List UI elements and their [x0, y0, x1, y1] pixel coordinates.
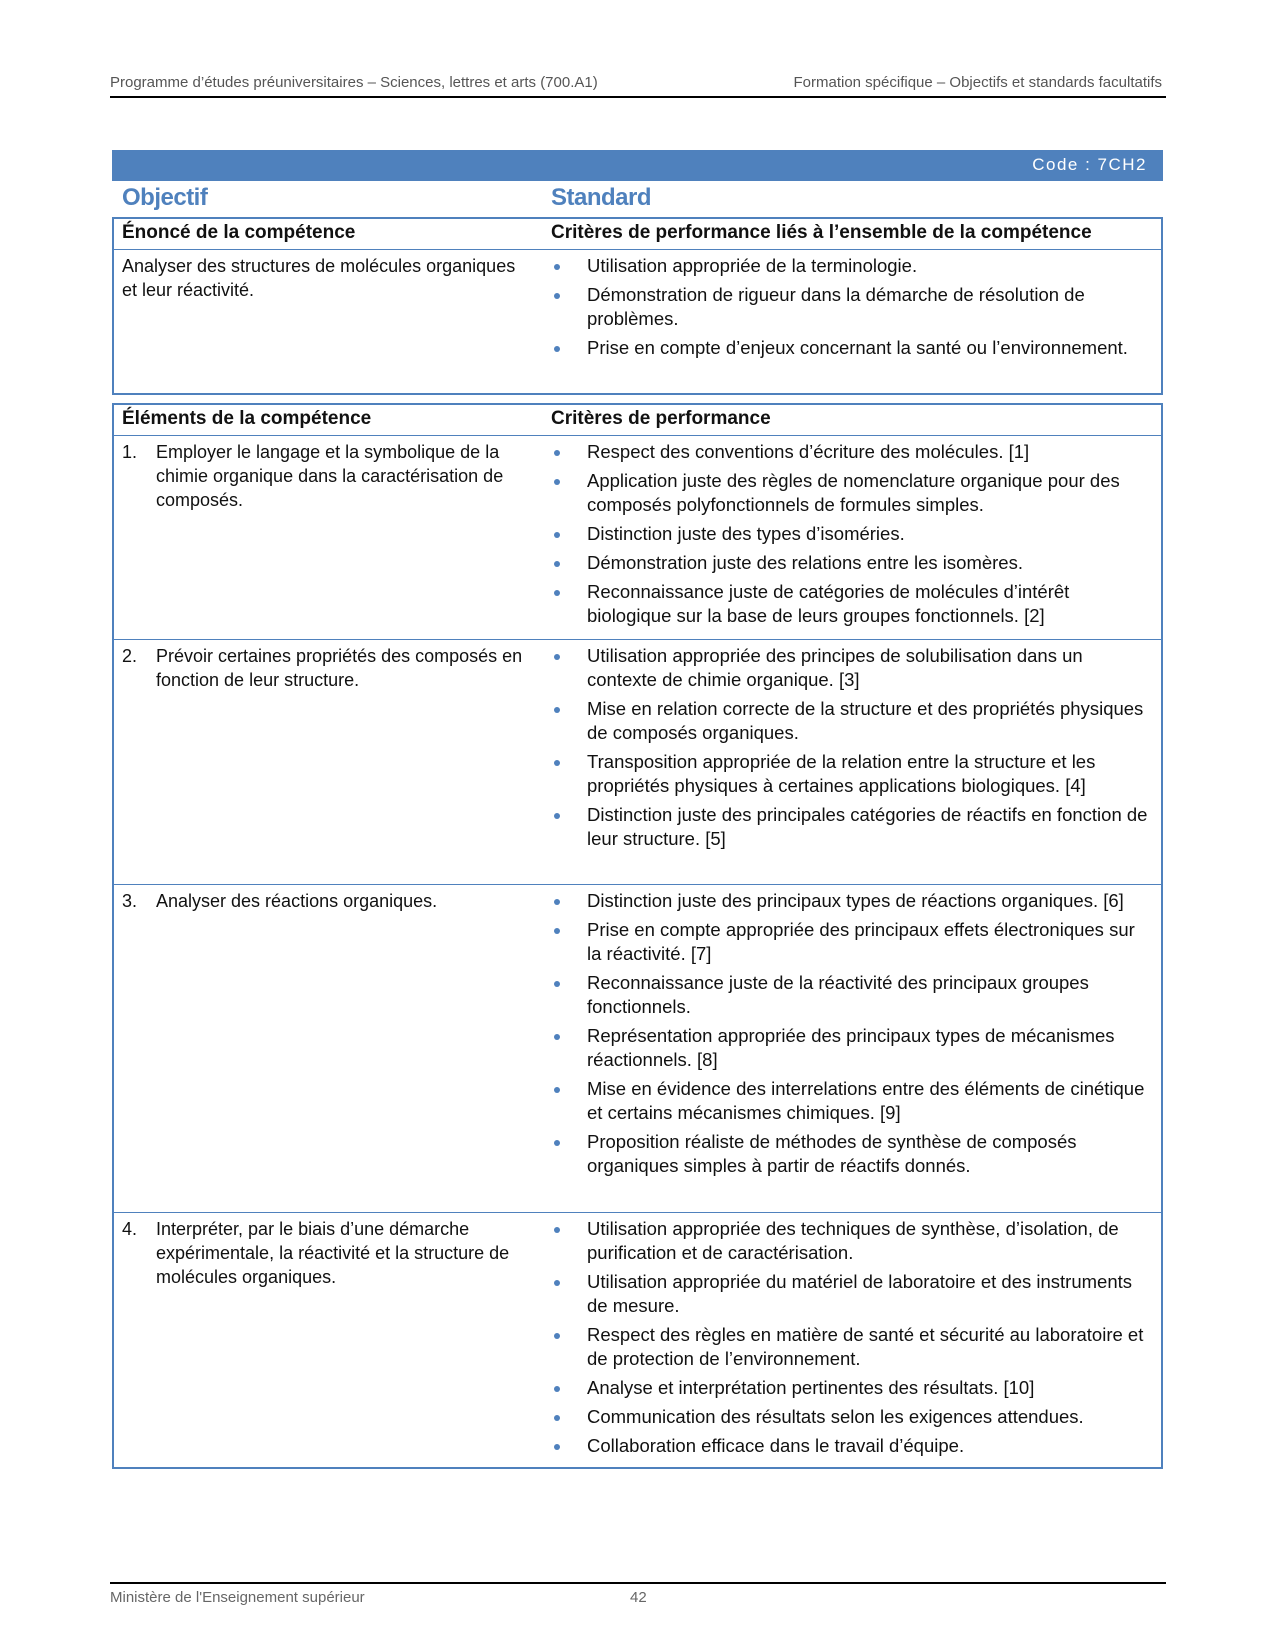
list-item: Collaboration efficace dans le travail d’équipe.: [551, 1434, 1151, 1458]
list-item: Utilisation appropriée des principes de solubilisation dans un contexte de chimie organique. [3]: [551, 644, 1151, 692]
list-item: Reconnaissance juste de catégories de molécules d’intérêt biologique sur la base de leurs groupes fonctionnels. [2]: [551, 580, 1151, 628]
element-number: 1.: [122, 442, 138, 462]
element-text: Interpréter, par le biais d’une démarche expérimentale, la réactivité et la structure de molécules organiques.: [156, 1219, 510, 1287]
bullet-icon: [554, 928, 560, 934]
header-section-title: Formation spécifique – Objectifs et standards facultatifs: [793, 74, 1162, 91]
bullet-icon: [554, 479, 560, 485]
bullet-icon: [554, 899, 560, 905]
statement-header-row: [114, 219, 1161, 250]
table-row: [114, 1213, 1161, 1465]
criteria-header: Critères de performance: [551, 408, 771, 429]
list-item: Mise en évidence des interrelations entre des éléments de cinétique et certains mécanismes chimiques. [9]: [551, 1077, 1151, 1125]
bullet-icon: [554, 264, 560, 270]
list-item: Respect des règles en matière de santé et sécurité au laboratoire et de protection de l’environnement.: [551, 1323, 1151, 1371]
statement-header: Énoncé de la compétence: [122, 222, 356, 243]
page-number: 42: [630, 1589, 647, 1606]
bullet-icon: [554, 1415, 560, 1421]
list-item: Transposition appropriée de la relation entre la structure et les propriétés physiques à certaines applications biologiques. [4]: [551, 750, 1151, 798]
statement-row: [114, 250, 1161, 390]
bullet-icon: [554, 1034, 560, 1040]
competency-statement: Analyser des structures de molécules organiques et leur réactivité.: [122, 256, 516, 300]
list-item: Mise en relation correcte de la structure et des propriétés physiques de composés organiques.: [551, 697, 1151, 745]
bullet-icon: [554, 813, 560, 819]
table-row: [114, 436, 1161, 640]
element-text: Employer le langage et la symbolique de la chimie organique dans la caractérisation de composés.: [156, 442, 504, 510]
list-item: Prise en compte d’enjeux concernant la santé ou l’environnement.: [551, 336, 1151, 360]
bullet-icon: [554, 707, 560, 713]
element-text: Analyser des réactions organiques.: [156, 891, 438, 911]
element-number: 4.: [122, 1219, 138, 1239]
list-item: Reconnaissance juste de la réactivité des principaux groupes fonctionnels.: [551, 971, 1151, 1019]
table-row: [114, 640, 1161, 885]
list-item: Utilisation appropriée de la terminologie.: [551, 254, 1151, 278]
list-item: Distinction juste des principales catégories de réactifs en fonction de leur structure. [5]: [551, 803, 1151, 851]
code-bar: [112, 150, 1163, 181]
page-footer: [110, 1582, 1166, 1606]
bullet-icon: [554, 760, 560, 766]
list-item: Prise en compte appropriée des principaux effets électroniques sur la réactivité. [7]: [551, 918, 1151, 966]
bullet-icon: [554, 590, 560, 596]
competency-code: Code : 7CH2: [1032, 155, 1147, 174]
list-item: Application juste des règles de nomenclature organique pour des composés polyfonctionnels de formules simples.: [551, 469, 1151, 517]
bullet-icon: [554, 561, 560, 567]
bullet-icon: [554, 293, 560, 299]
list-item: Utilisation appropriée des techniques de synthèse, d’isolation, de purification et de caractérisation.: [551, 1217, 1151, 1265]
bullet-icon: [554, 1386, 560, 1392]
list-item: Démonstration juste des relations entre les isomères.: [551, 551, 1151, 575]
statement-table: [112, 217, 1163, 395]
list-item: Représentation appropriée des principaux types de mécanismes réactionnels. [8]: [551, 1024, 1151, 1072]
global-criteria-list: [551, 254, 1151, 365]
list-item: Utilisation appropriée du matériel de laboratoire et des instruments de mesure.: [551, 1270, 1151, 1318]
footer-ministry: Ministère de l'Enseignement supérieur: [110, 1589, 365, 1606]
column-titles: [112, 182, 1163, 216]
elements-header: Éléments de la compétence: [122, 408, 372, 429]
list-item: Distinction juste des types d’isoméries.: [551, 522, 1151, 546]
bullet-icon: [554, 1140, 560, 1146]
element-number: 3.: [122, 891, 138, 911]
bullet-icon: [554, 346, 560, 352]
bullet-icon: [554, 981, 560, 987]
list-item: Proposition réaliste de méthodes de synthèse de composés organiques simples à partir de réactifs donnés.: [551, 1130, 1151, 1178]
page-header: [110, 72, 1166, 98]
criteria-list: [551, 889, 1151, 1183]
standard-title: Standard: [551, 184, 652, 211]
global-criteria-header: Critères de performance liés à l’ensemble de la compétence: [551, 222, 1092, 243]
list-item: Communication des résultats selon les exigences attendues.: [551, 1405, 1151, 1429]
list-item: Démonstration de rigueur dans la démarche de résolution de problèmes.: [551, 283, 1151, 331]
bullet-icon: [554, 1087, 560, 1093]
header-program-title: Programme d’études préuniversitaires – Sciences, lettres et arts (700.A1): [110, 74, 598, 91]
objectif-title: Objectif: [122, 184, 208, 211]
list-item: Distinction juste des principaux types de réactions organiques. [6]: [551, 889, 1151, 913]
bullet-icon: [554, 1280, 560, 1286]
criteria-list: [551, 1217, 1151, 1463]
element-text: Prévoir certaines propriétés des composés en fonction de leur structure.: [156, 646, 523, 690]
list-item: Analyse et interprétation pertinentes des résultats. [10]: [551, 1376, 1151, 1400]
bullet-icon: [554, 532, 560, 538]
bullet-icon: [554, 1227, 560, 1233]
bullet-icon: [554, 654, 560, 660]
elements-table: [112, 403, 1163, 1469]
criteria-list: [551, 644, 1151, 856]
bullet-icon: [554, 450, 560, 456]
criteria-list: [551, 440, 1151, 633]
bullet-icon: [554, 1444, 560, 1450]
bullet-icon: [554, 1333, 560, 1339]
list-item: Respect des conventions d’écriture des molécules. [1]: [551, 440, 1151, 464]
element-number: 2.: [122, 646, 138, 666]
table-row: [114, 885, 1161, 1213]
elements-header-row: [114, 405, 1161, 436]
